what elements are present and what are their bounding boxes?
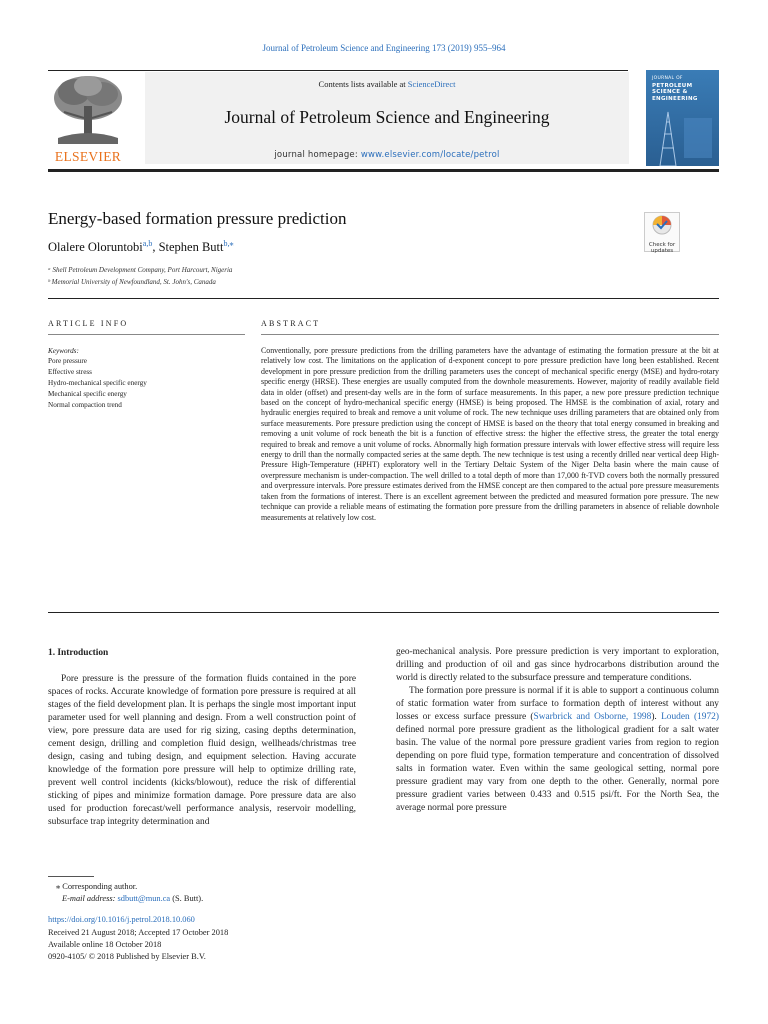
abstract-text: Conventionally, pore pressure predictions from the drilling parameters have the advantage of estimating the formation pressure at the bit at relatively low cost. The limitations on the application of d-exponent concept to pore pressure prediction have long been established. Recent development in pore pressure prediction from the drilling parameters uses the concept of mechanical specific energy (MSE) and hydro-rotary specific energy (HRSE). These energies are usually computed from the downhole measurements. However, majority of readily available field data in older (offset) and present-day wells are in the form of surface measurements. In this paper, a new pore pressure prediction technique based on the concept of hydro-mechanical specific energy (HMSE) is being proposed. The HMSE is the combination of axial, rotary and hydraulic energies required to break and remove a unit volume of rock. The new technique uses drilling parameters that are obtained only from surface measurements. Pore pressure prediction using the concept of HMSE is based on the theory that total energy consumed in breaking and removing a unit volume of rock beneath the bit is a function of effective stress: the higher the effective stress, the greater the total energy required to break and remove a unit volume of rocks. Abnormally high formation pressure intervals with lower effective stress will require less energy to drill than the normally compacted series at the same depth. The new technique is test using a recently drilled near vertical deep High-Pressure High-Temperature (HPHT) exploratory well in the Tertiary Deltaic System of the Niger Delta basin where the main cause of overpressure mechanism is under-compaction. The well drilled to a total depth of more than 17,000 ft-TVD covers both the normally pressured and overpressure intervals. Pore pressure estimates derived from the HMSE concept are then compared to the actual pore pressure measurements taken from the formations of interest. There is an excellent agreement between the predicted and measured formation pore pressure. The new technique can provide a reliable means of estimating the formation pore pressure from the drilling parameters in absence of reliable downhole measurements at relatively low cost. (261, 346, 719, 522)
journal-title: Journal of Petroleum Science and Engineering (224, 107, 550, 127)
section-heading-introduction: 1. Introduction (48, 648, 109, 658)
intro-paragraph: geo-mechanical analysis. Pore pressure prediction is very important to exploration, drilling and production of oil and gas since hydrocarbons distribution around the world is directly related to the subsurface pressure and temperature conditions. (396, 647, 719, 683)
contents-line (145, 79, 629, 89)
journal-citation[interactable]: Journal of Petroleum Science and Engineering 173 (2019) 955–964 (262, 43, 506, 53)
article-title: Energy-based formation pressure prediction (48, 209, 347, 228)
cover-line: ENGINEERING (652, 95, 698, 102)
citation-link[interactable]: Louden (1972) (661, 712, 719, 722)
cover-title (652, 76, 698, 102)
cover-line: JOURNAL OF (652, 76, 683, 81)
affiliation: ᵇ Memorial University of Newfoundland, St. John's, Canada (48, 278, 216, 286)
received-dates: Received 21 August 2018; Accepted 17 October 2018 (48, 928, 229, 937)
crossmark-icon (645, 213, 679, 237)
check-for-updates-label: Check for updates (648, 242, 676, 254)
author-affiliation-marker[interactable]: a,b (142, 239, 153, 248)
author-list (48, 239, 234, 255)
keyword[interactable]: Mechanical specific energy (48, 390, 127, 398)
abstract-rule (261, 334, 719, 335)
elsevier-wordmark: ELSEVIER (54, 149, 122, 164)
paragraph-text: defined normal pore pressure gradient as the lithological gradient for a salt water basin. The value of the normal pore pressure gradient varies from region to region depending on pore fluid type, formation temperature and concentration of dissolved salts in formation water. Even within the same geological setting, normal pore pressure gradient may vary from one depth to the other. Generally, normal pore pressure gradient varies between 0.433 and 0.515 psi/ft. For the North Sea, the average normal pore pressure (396, 725, 719, 813)
journal-cover-image[interactable] (646, 70, 719, 166)
title-section-rule (48, 298, 719, 299)
corresponding-author-note: ⁎ Corresponding author. (56, 882, 138, 891)
homepage-label: journal homepage: (274, 150, 361, 160)
intro-paragraph: Pore pressure is the pressure of the formation fluids contained in the pore spaces of rocks. Accurate knowledge of formation pore pressure is required at all stages of the field development plan. It is perhaps the single most important input parameter used for well planning and design. From a well construction point of view, pore pressure data are used for rig sizing, casing depths determination, cement design, drilling and completion fluid design, wellheads/christmas tree design, casing and tubing design, and equipment selection. Having accurate knowledge of the formation pore pressure will help to optimize drilling rate, prevent well control incidents (kicks/blowout), reduce the risk of differential sticking of pipes and minimize formation damage. Pore pressure data are also used for production forecast/well performance analysis, reservoir modelling, subsurface trap integrity determination and (48, 674, 356, 827)
paragraph-text: The formation pore pressure is normal if it is able to support a continuous column of static formation water from surface to formation depth of interest without any losses or excess surface pressure ( (396, 686, 719, 722)
paragraph-text: ). (651, 712, 662, 722)
intro-paragraph (396, 685, 719, 815)
available-online-date: Available online 18 October 2018 (48, 940, 162, 949)
email-suffix: (S. Butt). (170, 894, 204, 903)
cover-line: PETROLEUM (652, 82, 693, 89)
intro-right-column (396, 646, 719, 815)
intro-left-column (48, 673, 356, 829)
article-info-heading: ARTICLE INFO (48, 319, 129, 328)
keyword[interactable]: Hydro-mechanical specific energy (48, 379, 147, 387)
keyword[interactable]: Normal compaction trend (48, 401, 122, 409)
author-name[interactable]: Olalere Oloruntobi (48, 240, 143, 255)
homepage-link[interactable]: www.elsevier.com/locate/petrol (360, 150, 500, 160)
copyright-line: 0920-4105/ © 2018 Published by Elsevier B.V. (48, 952, 206, 961)
article-info-rule (48, 334, 245, 335)
keywords-label: Keywords: (48, 347, 79, 355)
keyword[interactable]: Pore pressure (48, 357, 87, 365)
keyword[interactable]: Effective stress (48, 368, 92, 376)
author-affiliation-marker[interactable]: b,⁎ (223, 239, 234, 248)
contents-prefix: Contents lists available at (318, 79, 408, 89)
sciencedirect-link[interactable]: ScienceDirect (407, 79, 456, 89)
email-label: E-mail address: (62, 894, 118, 903)
cover-line: SCIENCE & (652, 89, 688, 95)
email-link[interactable]: sdbutt@mun.ca (117, 894, 171, 903)
header-bottom-rule (48, 169, 719, 172)
abstract-bottom-rule (48, 612, 719, 613)
doi-link[interactable]: https://doi.org/10.1016/j.petrol.2018.10.060 (48, 915, 195, 924)
footnote-rule (48, 876, 94, 877)
journal-homepage (145, 150, 629, 160)
citation-link[interactable]: Swarbrick and Osborne, 1998 (533, 712, 652, 722)
affiliation: ᵃ Shell Petroleum Development Company, Port Harcourt, Nigeria (48, 266, 233, 274)
email-note (62, 894, 203, 903)
author-name[interactable]: Stephen Butt (158, 240, 224, 255)
header-top-rule (48, 70, 628, 71)
abstract-heading: ABSTRACT (261, 319, 321, 328)
author-separator: , (152, 240, 159, 255)
check-for-updates-badge[interactable] (644, 212, 680, 252)
